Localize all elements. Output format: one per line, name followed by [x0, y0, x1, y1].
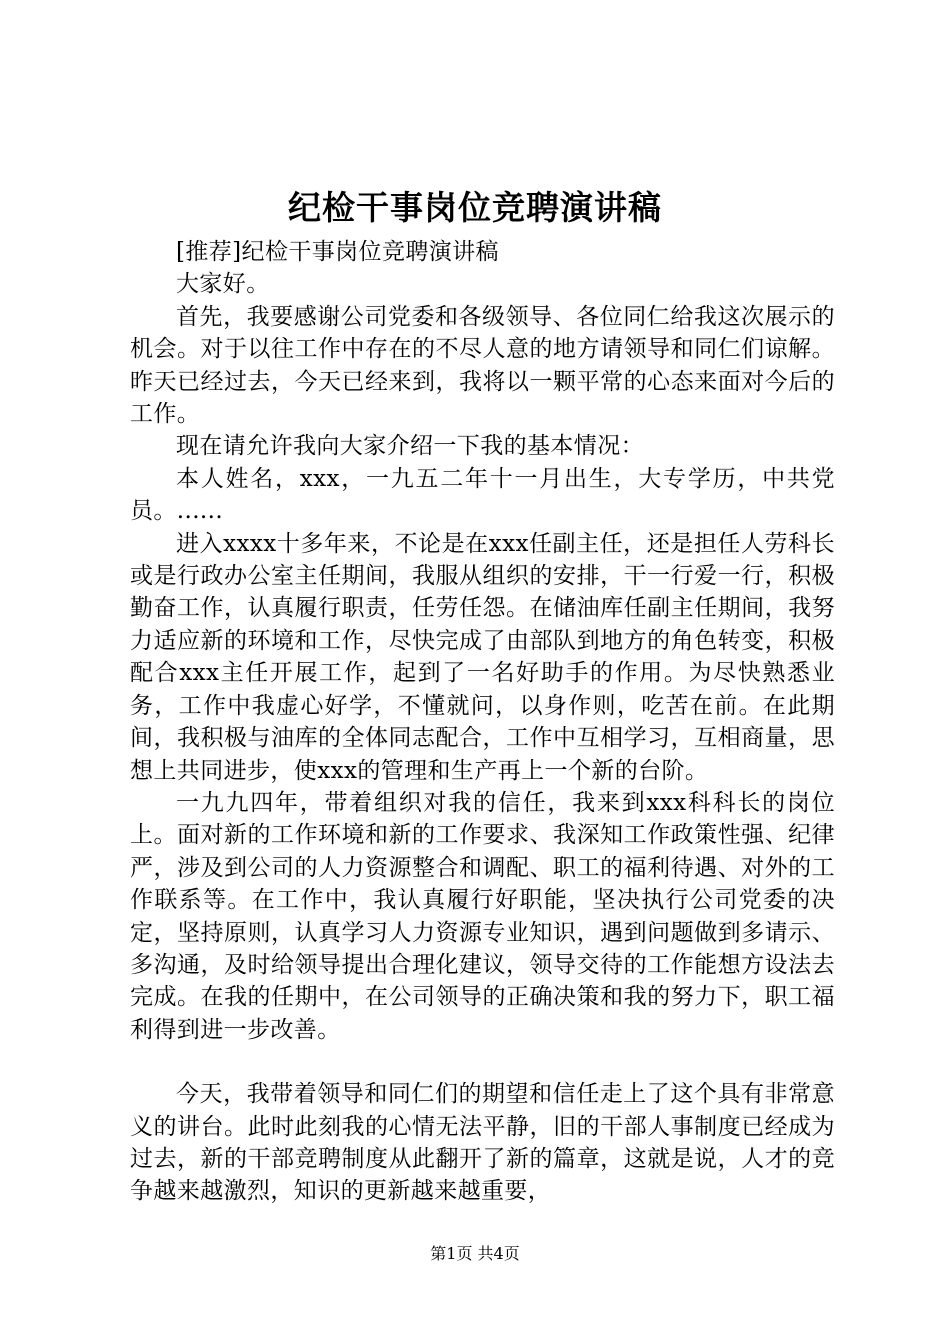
paragraph: 进入xxxx十多年来，不论是在xxx任副主任，还是担任人劳科长或是行政办公室主任期间，我服从组织的安排，干一行爱一行，积极勤奋工作，认真履行职责，任劳任怨。在储油库任副主任期间，我努力适应新的环境和工作，尽快完成了由部队到地方的角色转变，积极配合xxx主任开展工作，起到了一名好助手的作用。为尽快熟悉业务，工作中我虚心好学，不懂就问，以身作则，吃苦在前。在此期间，我积极与油库的全体同志配合，工作中互相学习，互相商量，思想上共同进步，使xxx的管理和生产再上一个新的台阶。 [130, 530, 835, 784]
paragraph: 本人姓名，xxx，一九五二年十一月出生，大专学历，中共党员。...... [130, 465, 835, 525]
paragraph: 首先，我要感谢公司党委和各级领导、各位同仁给我这次展示的机会。对于以往工作中存在的不尽人意的地方请领导和同仁们谅解。昨天已经过去，今天已经来到，我将以一颗平常的心态来面对今后的工作。 [130, 303, 835, 428]
paragraph: 现在请允许我向大家介绍一下我的基本情况： [176, 433, 644, 460]
document-body [130, 236, 835, 1208]
paragraph: 一九九四年，带着组织对我的信任，我来到xxx科科长的岗位上。面对新的工作环境和新的工作要求、我深知工作政策性强、纪律严，涉及到公司的人力资源整合和调配、职工的福利待遇、对外的工作联系等。在工作中，我认真履行好职能，坚决执行公司党委的决定，坚持原则，认真学习人力资源专业知识，遇到问题做到多请示、多沟通，及时给领导提出合理化建议，领导交待的工作能想方设法去完成。在我的任期中，在公司领导的正确决策和我的努力下，职工福利得到进一步改善。 [130, 789, 835, 1043]
paragraph: [推荐]纪检干事岗位竞聘演讲稿 [176, 239, 499, 265]
paragraph: 大家好。 [176, 271, 270, 298]
document-title: 纪检干事岗位竞聘演讲稿 [288, 188, 662, 227]
page-footer: 第1页 共4页 [430, 1244, 520, 1263]
paragraph: 今天，我带着领导和同仁们的期望和信任走上了这个具有非常意义的讲台。此时此刻我的心情无法平静，旧的干部人事制度已经成为过去，新的干部竞聘制度从此翻开了新的篇章，这就是说，人才的竞争越来越激烈，知识的更新越来越重要， [130, 1081, 835, 1205]
